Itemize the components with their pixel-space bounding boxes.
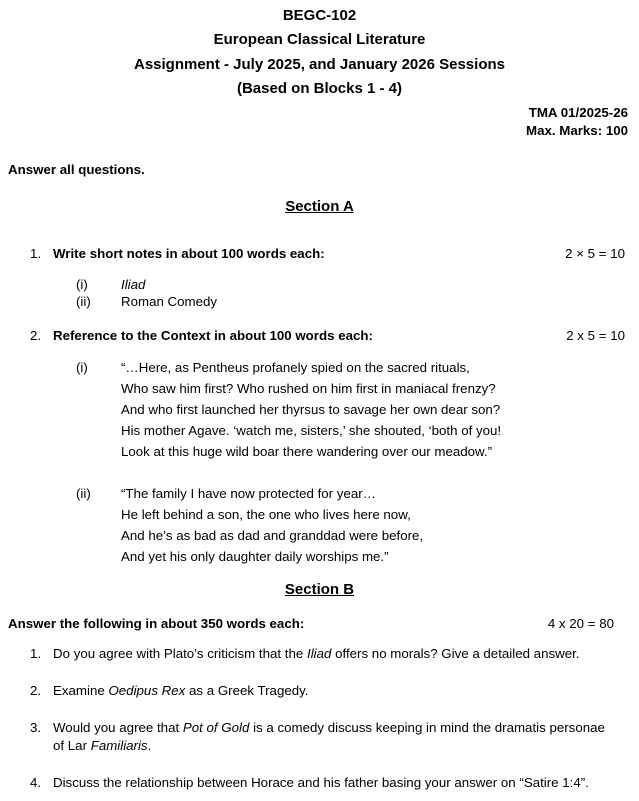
item-text: Roman Comedy (121, 294, 218, 309)
item-text: Iliad (121, 277, 146, 292)
section-b-title: Section B (284, 581, 355, 598)
question-number: 1. (30, 646, 42, 661)
passage-line: And he’s as bad as dad and granddad were before, (121, 528, 424, 543)
course-code: BEGC-102 (282, 7, 357, 24)
section-b-instruction: Answer the following in about 350 words each: (8, 616, 305, 631)
question-text: Examine Oedipus Rex as a Greek Tragedy. (53, 683, 309, 698)
question-text: Reference to the Context in about 100 words each: (53, 328, 373, 343)
tma-code: TMA 01/2025-26 (528, 105, 628, 120)
question-text: Do you agree with Plato’s criticism that the Iliad offers no morals? Give a detailed answer. (53, 646, 580, 661)
passage-line: Look at this huge wild boar there wandering over our meadow.” (121, 444, 493, 459)
course-title: European Classical Literature (213, 31, 426, 48)
item-number: (i) (76, 277, 88, 292)
passage-line: Who saw him first? Who rushed on him first in maniacal frenzy? (121, 381, 496, 396)
passage-number: (ii) (76, 486, 91, 501)
question-number: 2. (30, 328, 42, 343)
assignment-title: Assignment - July 2025, and January 2026 Sessions (133, 56, 505, 73)
question-number: 2. (30, 683, 42, 698)
passage-line: His mother Agave. ‘watch me, sisters,’ she shouted, ‘both of you! (121, 423, 502, 438)
question-text: Discuss the relationship between Horace and his father basing your answer on “Satire 1:4”. (53, 775, 589, 790)
blocks-note: (Based on Blocks 1 - 4) (236, 80, 403, 97)
section-b-marks: 4 x 20 = 80 (547, 616, 614, 631)
passage-line: “…Here, as Pentheus profanely spied on the sacred rituals, (121, 360, 470, 375)
passage-line: He left behind a son, the one who lives here now, (121, 507, 411, 522)
section-a-title: Section A (285, 198, 354, 215)
passage-line: And yet his only daughter daily worships me.” (121, 549, 389, 564)
general-instruction: Answer all questions. (8, 162, 145, 177)
question-text: Would you agree that Pot of Gold is a comedy discuss keeping in mind the dramatis personae (53, 720, 605, 735)
item-number: (ii) (76, 294, 91, 309)
passage-number: (i) (76, 360, 88, 375)
max-marks: Max. Marks: 100 (526, 123, 628, 138)
passage-line: And who first launched her thyrsus to savage her own dear son? (121, 402, 501, 417)
question-number: 1. (30, 246, 42, 261)
question-text-continued: of Lar Familiaris. (53, 738, 152, 753)
question-number: 3. (30, 720, 42, 735)
passage-line: “The family I have now protected for year… (121, 486, 376, 501)
question-marks: 2 × 5 = 10 (565, 246, 625, 261)
question-text: Write short notes in about 100 words each: (53, 246, 325, 261)
question-number: 4. (30, 775, 42, 790)
question-marks: 2 x 5 = 10 (566, 328, 625, 343)
